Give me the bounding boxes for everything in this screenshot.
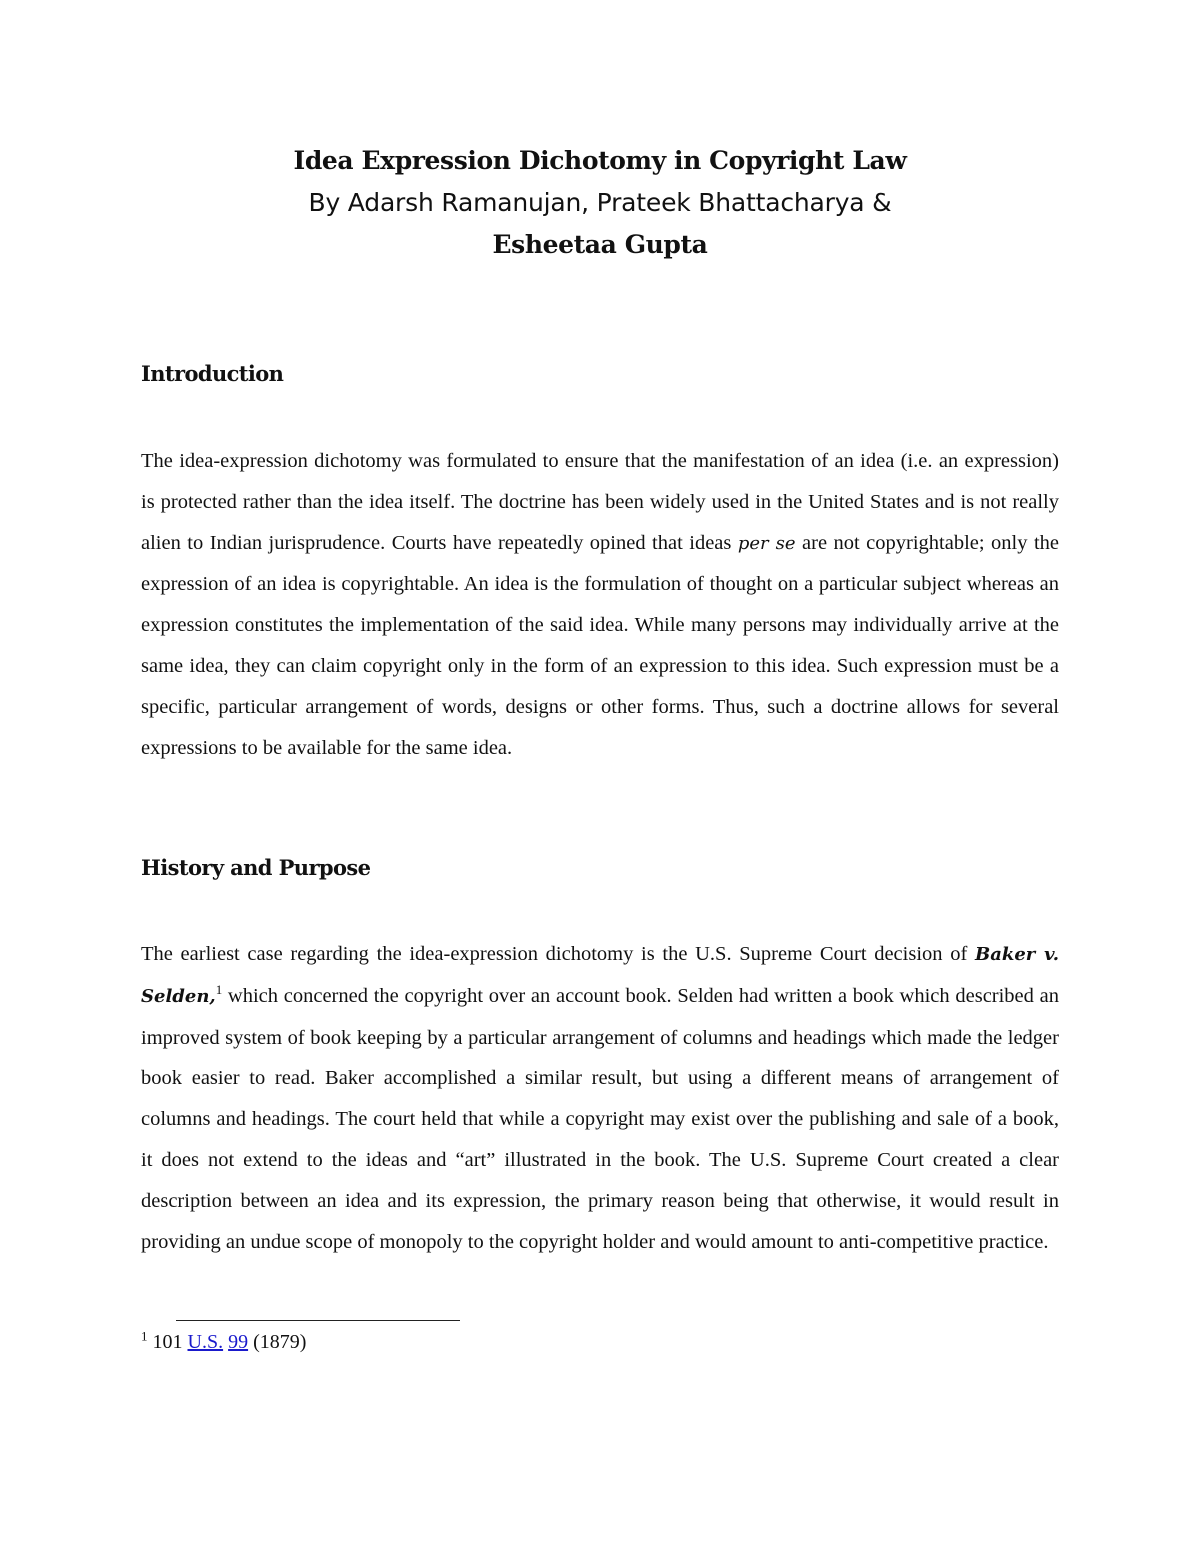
footnote-reference[interactable]: 1 <box>215 981 223 997</box>
case-name: Baker v. Selden, <box>141 944 1060 1007</box>
section-heading-introduction: Introduction <box>141 361 284 386</box>
footnote-number: 1 <box>141 1328 148 1344</box>
author-byline: By Adarsh Ramanujan, Prateek Bhattacharya & <box>308 188 892 217</box>
footnote-volume: 101 <box>152 1331 183 1353</box>
intro-italic-term: per se <box>737 532 796 554</box>
author-byline-continued: Esheetaa Gupta <box>492 230 708 259</box>
intro-text-2: are not copyrightable; only the expression of an idea is copyrightable. An idea is the formulation of thought on a particular subject whereas an expression constitutes the implementation of the said idea. While many persons may individually arrive at the same idea, they can claim copyright only in the form of an expression to this idea. Such expression must be a specific, particular arrangement of words, designs or other forms. Thus, such a doctrine allows for several expressions to be available for the same idea. <box>141 531 1059 759</box>
history-paragraph <box>141 934 1059 1262</box>
footnote-year: (1879) <box>253 1331 307 1353</box>
section-heading-history: History and Purpose <box>141 855 371 880</box>
history-text-1: The earliest case regarding the idea-expression dichotomy is the U.S. Supreme Court decision of <box>141 943 975 965</box>
document-title: Idea Expression Dichotomy in Copyright Law <box>293 146 907 175</box>
introduction-paragraph <box>141 441 1059 768</box>
footnote-reporter-link[interactable]: U.S. <box>187 1331 224 1353</box>
history-text-2: which concerned the copyright over an account book. Selden had written a book which described an improved system of book keeping by a particular arrangement of columns and headings which made the ledger book easier to read. Baker accomplished a similar result, but using a different means of arrangement of columns and headings. The court held that while a copyright may exist over the publishing and sale of a book, it does not extend to the ideas and “art” illustrated in the book. The U.S. Supreme Court created a clear description between an idea and its expression, the primary reason being that otherwise, it would result in providing an undue scope of monopoly to the copyright holder and would amount to anti-competitive practice. <box>141 984 1059 1253</box>
intro-text-1: The idea-expression dichotomy was formulated to ensure that the manifestation of an idea (i.e. an expression) is protected rather than the idea itself. The doctrine has been widely used in the United States and is not really alien to Indian jurisprudence. Courts have repeatedly opined that ideas <box>141 450 1059 554</box>
footnote-page-link[interactable]: 99 <box>228 1331 249 1353</box>
footnote-1 <box>141 1327 306 1357</box>
title-block <box>0 142 1200 265</box>
footnote-separator <box>176 1320 460 1321</box>
